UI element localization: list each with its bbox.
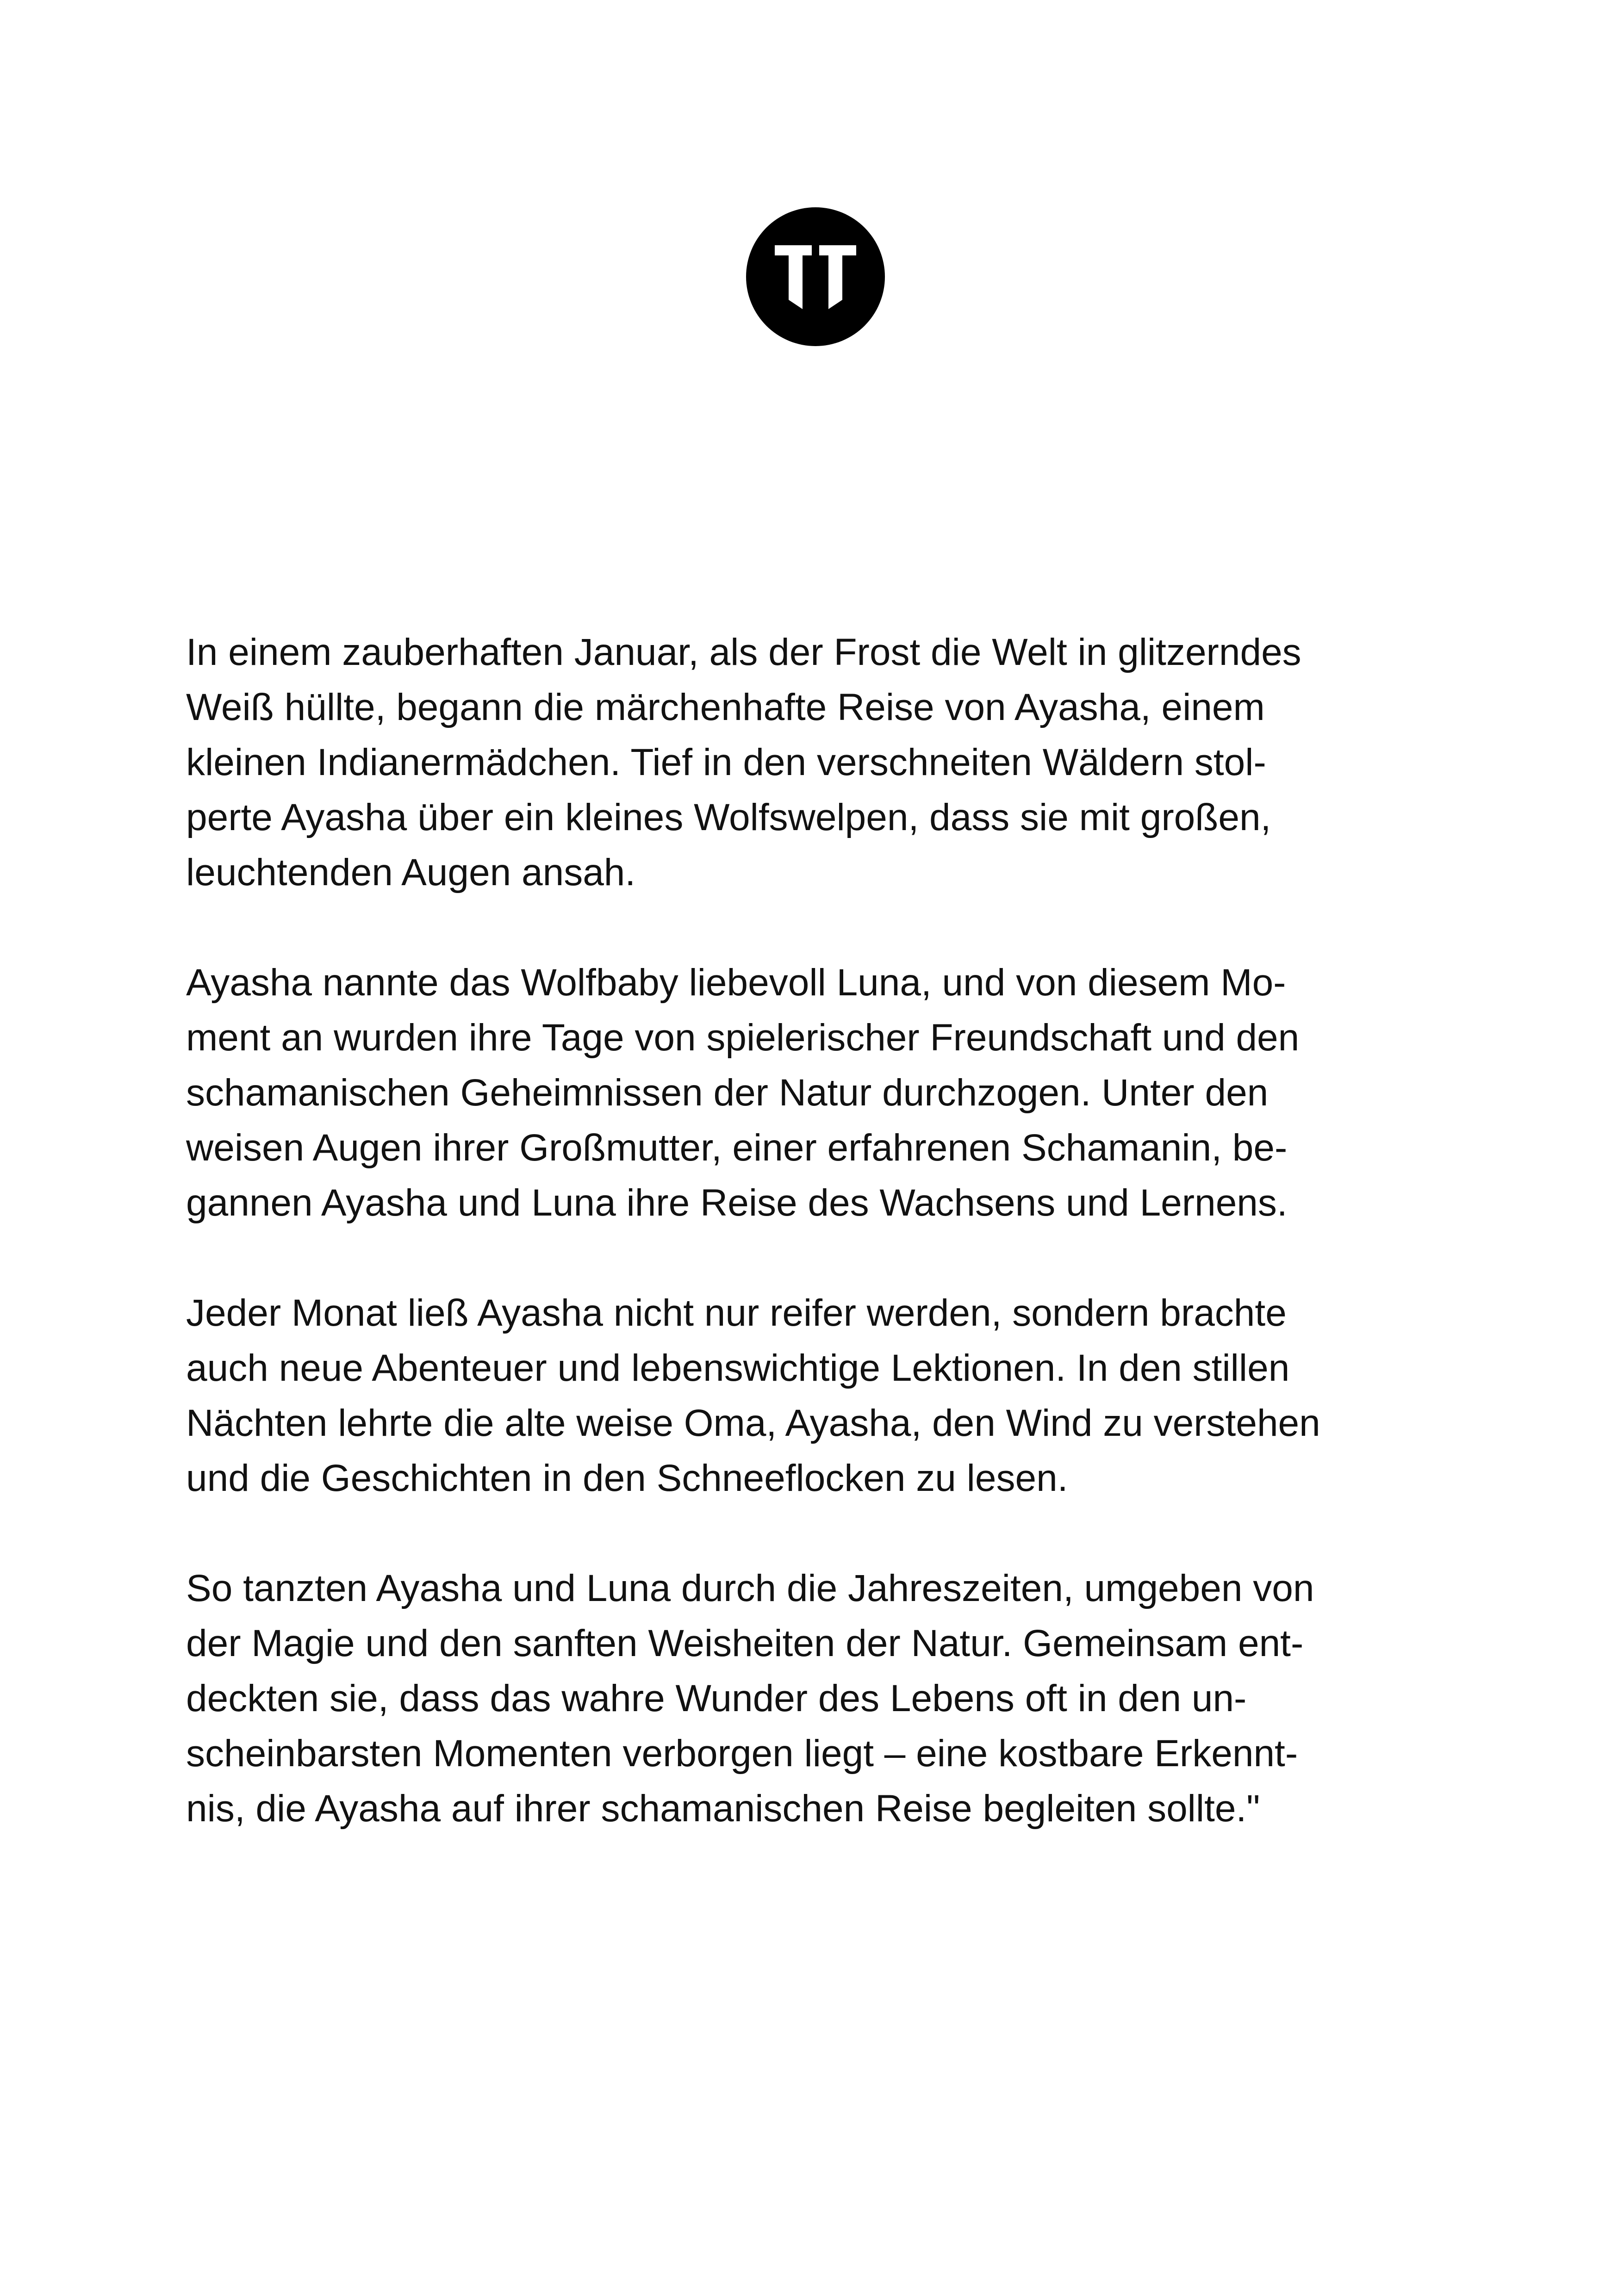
paragraph-1 [186, 625, 1463, 900]
text-line: leuchtenden Augen ansah. [186, 851, 636, 894]
text-line: der Magie und den sanften Weisheiten der Natur. Gemeinsam ent- [186, 1622, 1304, 1664]
text-line: scheinbarsten Momenten verborgen liegt – eine kostbare Erkennt- [186, 1732, 1298, 1775]
text-line: schamanischen Geheimnissen der Natur durchzogen. Unter den [186, 1072, 1269, 1114]
paragraph-2 [186, 955, 1463, 1230]
text-line: ment an wurden ihre Tage von spielerischer Freundschaft und den [186, 1017, 1300, 1059]
text-line: Weiß hüllte, begann die märchenhafte Reise von Ayasha, einem [186, 686, 1265, 728]
text-line: Jeder Monat ließ Ayasha nicht nur reifer werden, sondern brachte [186, 1292, 1287, 1334]
text-line: Ayasha nannte das Wolfbaby liebevoll Luna, und von diesem Mo- [186, 962, 1286, 1004]
paragraph-3 [186, 1285, 1463, 1506]
text-line: So tanzten Ayasha und Luna durch die Jahreszeiten, umgeben von [186, 1567, 1314, 1609]
text-line: gannen Ayasha und Luna ihre Reise des Wachsens und Lernens. [186, 1182, 1288, 1224]
paragraph-4 [186, 1561, 1463, 1836]
text-line: kleinen Indianermädchen. Tief in den verschneiten Wäldern stol- [186, 741, 1266, 783]
text-line: Nächten lehrte die alte weise Oma, Ayasha, den Wind zu verstehen [186, 1402, 1320, 1444]
text-line: In einem zauberhaften Januar, als der Frost die Welt in glitzerndes [186, 631, 1301, 673]
text-line: auch neue Abenteuer und lebenswichtige Lektionen. In den stillen [186, 1347, 1290, 1389]
text-line: perte Ayasha über ein kleines Wolfswelpen, dass sie mit großen, [186, 796, 1271, 838]
text-line: nis, die Ayasha auf ihrer schamanischen Reise begleiten sollte." [186, 1787, 1260, 1830]
story-text [186, 625, 1463, 1891]
publisher-logo-icon [746, 207, 885, 346]
text-line: und die Geschichten in den Schneeflocken zu lesen. [186, 1457, 1068, 1499]
text-line: deckten sie, dass das wahre Wunder des Lebens oft in den un- [186, 1677, 1247, 1719]
text-line: weisen Augen ihrer Großmutter, einer erfahrenen Schamanin, be- [186, 1127, 1288, 1169]
